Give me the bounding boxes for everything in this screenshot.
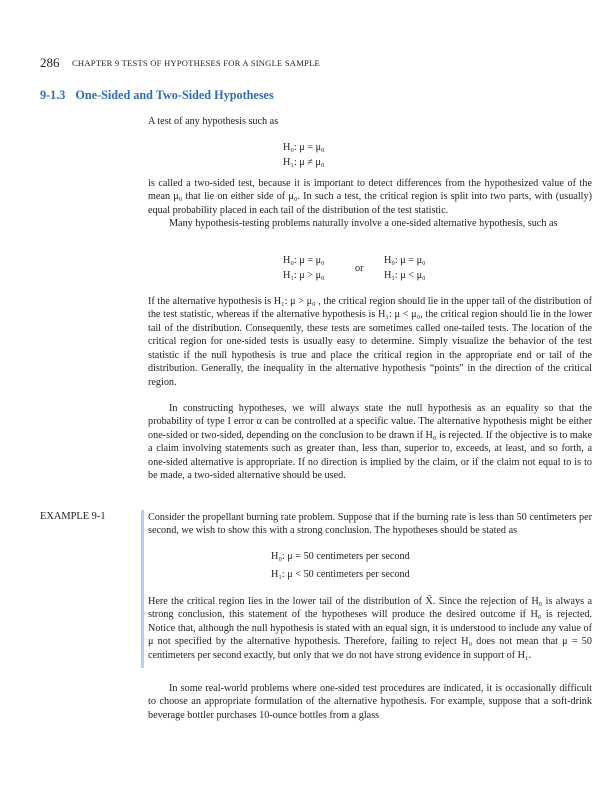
paragraph-constructing: In constructing hypotheses, we will always state the null hypothesis as an equality so that the probability of type I error α can be controlled at a specific value. The alternative hypothesis might be either one-sided or two-sided, depending on the conclusion to be drawn if H₀ is rejected. If the objective is to make a claim involving statements such as greater than, less than, superior to, exceeds, at least, and so forth, a one-sided alternative is appropriate. If no direction is implied by the claim, or if the claim not equal to is to be made, a two-sided alternative should be used.: [148, 403, 592, 482]
paragraph-final: In some real-world problems where one-sided test procedures are indicated, it is occasionally difficult to choose an appropriate formulation of the alternative hypothesis. For example, suppose that a soft-drink beverage bottler purchases 10-ounce bottles from a glass: [148, 683, 592, 721]
paragraph-one-sided: Many hypothesis-testing problems naturally involve a one-sided alternative hypothesis, such as: [169, 218, 558, 229]
example-equation-h0: H₀: μ = 50 centimeters per second: [271, 551, 410, 562]
section-number: 9-1.3: [40, 88, 66, 102]
example-label: EXAMPLE 9-1: [40, 511, 106, 522]
equation-lower-h1: H₁: μ < μ₀: [384, 270, 426, 281]
or-text: or: [355, 263, 364, 274]
example-paragraph-1: Consider the propellant burning rate problem. Suppose that if the burning rate is less than 50 centimeters per second, we wish to show this with a strong conclusion. The hypotheses should be stated as: [148, 512, 592, 537]
example-equation-h1: H₁: μ < 50 centimeters per second: [271, 569, 410, 580]
equation-upper-h1: H₁: μ > μ₀: [283, 270, 325, 281]
example-bar: [141, 510, 144, 668]
equation-upper-h0: H₀: μ = μ₀: [283, 255, 325, 266]
chapter-title: CHAPTER 9 TESTS OF HYPOTHESES FOR A SINGLE SAMPLE: [72, 58, 320, 68]
paragraph-two-sided: is called a two-sided test, because it is important to detect differences from the hypothesized value of the mean μ₀ that lie on either side of μ₀. In such a test, the critical region is split into two parts, with (usually) equal probability placed in each tail of the distribution of the test statistic.: [148, 178, 592, 216]
equation-lower-h0: H₀: μ = μ₀: [384, 255, 426, 266]
paragraph-one-tailed: If the alternative hypothesis is H₁: μ > μ₀ , the critical region should lie in the upper tail of the distribution of the test statistic, whereas if the alternative hypothesis is H₁: μ < μ₀, the critical region should lie in the lower tail of the distribution. Consequently, these tests are sometimes called one-tailed tests. The location of the critical region for one-sided tests is usually easy to determine. Simply visualize the behavior of the test statistic if the null hypothesis is true and place the critical region in the appropriate end or tail of the distribution. Generally, the inequality in the alternative hypothesis “points” in the direction of the critical region.: [148, 296, 592, 388]
example-paragraph-2: Here the critical region lies in the lower tail of the distribution of X̄. Since the rejection of H₀ is always a strong conclusion, this statement of the hypotheses will produce the desired outcome if H₀ is rejected. Notice that, although the null hypothesis is stated with an equal sign, it is understood to include any value of μ not specified by the alternative hypothesis. Therefore, failing to reject H₀ does not mean that μ = 50 centimeters per second exactly, but only that we do not have strong evidence in support of H₁.: [148, 596, 592, 661]
equation-h0: H₀: μ = μ₀: [283, 142, 325, 153]
section-heading: [40, 88, 274, 103]
section-title: One-Sided and Two-Sided Hypotheses: [75, 88, 274, 102]
equation-h1: H₁: μ ≠ μ₀: [283, 157, 325, 168]
intro-text: A test of any hypothesis such as: [148, 116, 279, 127]
page-number: 286: [40, 55, 60, 70]
